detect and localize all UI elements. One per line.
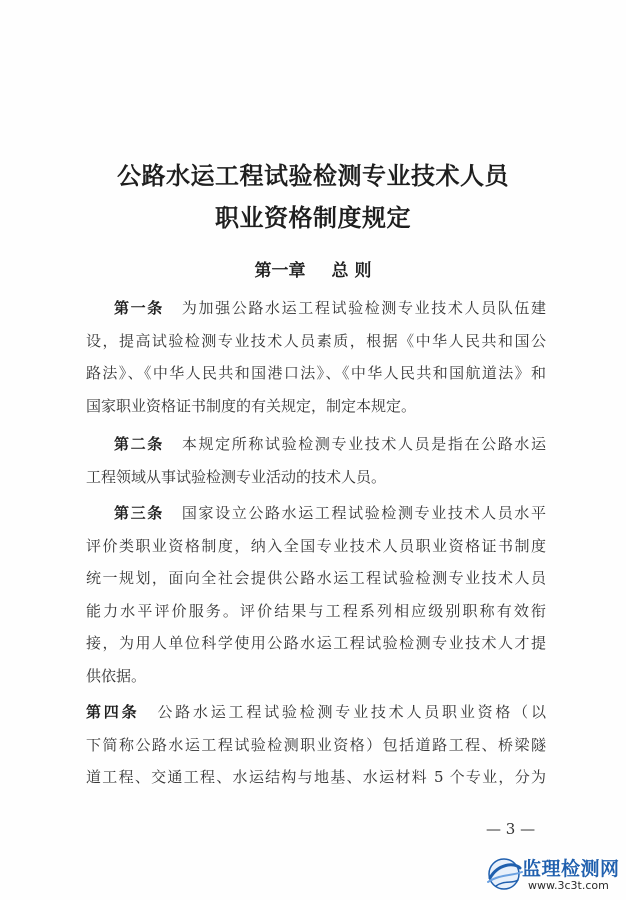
article-line: 供依据。 bbox=[86, 666, 147, 685]
article-line: 设，提高试验检测专业技术人员素质，根据《中华人民共和国公 bbox=[86, 331, 546, 350]
watermark-url[interactable]: www.3c3t.com bbox=[528, 879, 609, 892]
chapter-heading bbox=[0, 256, 626, 281]
article-label: 第二条 bbox=[114, 435, 164, 453]
article-1 bbox=[86, 292, 546, 422]
article-line: 接，为用人单位科学使用公路水运工程试验检测专业技术人才提 bbox=[86, 634, 546, 652]
article-line: 路法》、《中华人民共和国港口法》、《中华人民共和国航道法》和 bbox=[86, 364, 546, 382]
chapter-number: 第一章 bbox=[254, 261, 306, 281]
article-label: 第四条 bbox=[86, 703, 140, 721]
article-label: 第一条 bbox=[114, 299, 164, 317]
article-line: 第二条 本规定所称试验检测专业技术人员是指在公路水运 bbox=[114, 435, 546, 453]
article-line: 国家职业资格证书制度的有关规定，制定本规定。 bbox=[86, 396, 417, 415]
document-title-line2: 职业资格制度规定 bbox=[215, 204, 411, 232]
article-line: 第一条 为加强公路水运工程试验检测专业技术人员队伍建 bbox=[114, 299, 546, 317]
chapter-name: 总 则 bbox=[331, 261, 372, 281]
article-2 bbox=[86, 428, 546, 493]
article-line: 下简称公路水运工程试验检测职业资格）包括道路工程、桥梁隧 bbox=[86, 735, 546, 754]
article-label: 第三条 bbox=[114, 504, 164, 522]
watermark-logo bbox=[484, 852, 624, 898]
globe-swirl-icon bbox=[484, 854, 524, 894]
article-4 bbox=[86, 696, 546, 794]
article-line: 能力水平评价服务。评价结果与工程系列相应级别职称有效衔 bbox=[86, 601, 546, 620]
article-line: 统一规划，面向全社会提供公路水运工程试验检测专业技术人员 bbox=[86, 569, 546, 587]
article-3 bbox=[86, 497, 546, 692]
article-line: 第四条 公路水运工程试验检测专业技术人员职业资格（以 bbox=[86, 703, 546, 721]
watermark-name: 监理检测网 bbox=[522, 858, 620, 880]
document-title-line1: 公路水运工程试验检测专业技术人员 bbox=[117, 162, 509, 190]
article-line: 道工程、交通工程、水运结构与地基、水运材料 5 个专业，分为 bbox=[86, 768, 546, 786]
article-line: 工程领域从事试验检测专业活动的技术人员。 bbox=[86, 467, 387, 486]
article-line: 评价类职业资格制度，纳入全国专业技术人员职业资格证书制度 bbox=[86, 536, 546, 555]
page-number: — 3 — bbox=[486, 820, 536, 838]
article-line: 第三条 国家设立公路水运工程试验检测专业技术人员水平 bbox=[114, 504, 546, 522]
